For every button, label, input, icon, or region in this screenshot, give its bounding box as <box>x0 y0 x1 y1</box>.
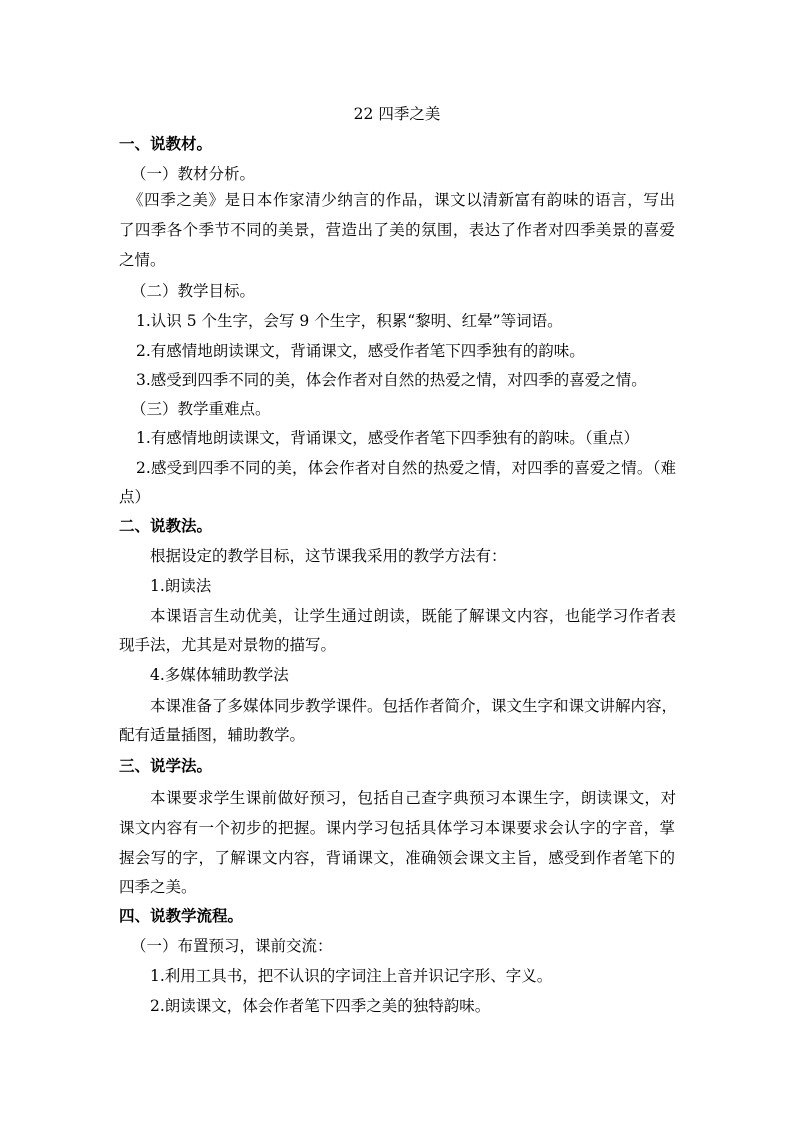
paragraph-line: 握会写的字，了解课文内容，背诵课文，准确领会课文主旨，感受到作者笔下的 <box>119 849 675 867</box>
section-heading-learning-methods: 三、说学法。 <box>119 756 213 775</box>
document-title: 22 四季之美 <box>353 105 441 123</box>
list-item: 1.利用工具书，把不认识的字词注上音并识记字形、字义。 <box>150 967 553 985</box>
subheading-teaching-goals: （二）教学目标。 <box>131 282 256 300</box>
paragraph-line: 四季之美。 <box>119 878 197 896</box>
paragraph-line: 《四季之美》是日本作家清少纳言的作品，课文以清新富有韵味的语言，写出 <box>128 191 675 209</box>
subheading-preview: （一）布置预习，课前交流： <box>131 937 333 955</box>
list-item: 3.感受到四季不同的美，体会作者对自然的热爱之情，对四季的喜爱之情。 <box>136 371 647 389</box>
section-heading-teaching-process: 四、说教学流程。 <box>119 906 244 925</box>
paragraph-line: 之情。 <box>119 251 166 269</box>
paragraph-line: 了四季各个季节不同的美景，营造出了美的氛围，表达了作者对四季美景的喜爱 <box>119 221 675 239</box>
paragraph-line: 课文内容有一个初步的把握。课内学习包括具体学习本课要求会认字的字音，掌 <box>119 819 675 837</box>
list-item: 1.有感情地朗读课文，背诵课文，感受作者笔下四季独有的韵味。（重点） <box>136 429 640 447</box>
list-item: 2.有感情地朗读课文，背诵课文，感受作者笔下四季独有的韵味。 <box>136 342 585 360</box>
list-item: 1.认识 5 个生字，会写 9 个生字，积累“黎明、红晕”等词语。 <box>136 312 563 330</box>
section-heading-teaching-material: 一、说教材。 <box>119 134 213 153</box>
paragraph-line: 配有适量插图，辅助教学。 <box>119 726 306 744</box>
paragraph-line: 本课要求学生课前做好预习，包括自己查字典预习本课生字，朗读课文，对 <box>150 789 676 807</box>
subheading-material-analysis: （一）教材分析。 <box>131 165 256 183</box>
list-item: 2.朗读课文，体会作者笔下四季之美的独特韵味。 <box>150 997 491 1015</box>
list-item: 2.感受到四季不同的美，体会作者对自然的热爱之情，对四季的喜爱之情。（难 <box>136 459 676 477</box>
method-item: 1.朗读法 <box>150 577 212 595</box>
section-heading-teaching-methods: 二、说教法。 <box>119 516 213 535</box>
paragraph-line: 现手法，尤其是对景物的描写。 <box>119 636 337 654</box>
paragraph-line: 根据设定的教学目标，这节课我采用的教学方法有： <box>150 547 507 565</box>
method-item: 4.多媒体辅助教学法 <box>150 666 289 684</box>
paragraph-line: 本课语言生动优美，让学生通过朗读，既能了解课文内容，也能学习作者表 <box>150 607 676 625</box>
subheading-key-difficulties: （三）教学重难点。 <box>131 400 271 418</box>
paragraph-line: 本课准备了多媒体同步教学课件。包括作者简介，课文生字和课文讲解内容， <box>150 697 678 715</box>
list-item: 点） <box>119 488 151 506</box>
